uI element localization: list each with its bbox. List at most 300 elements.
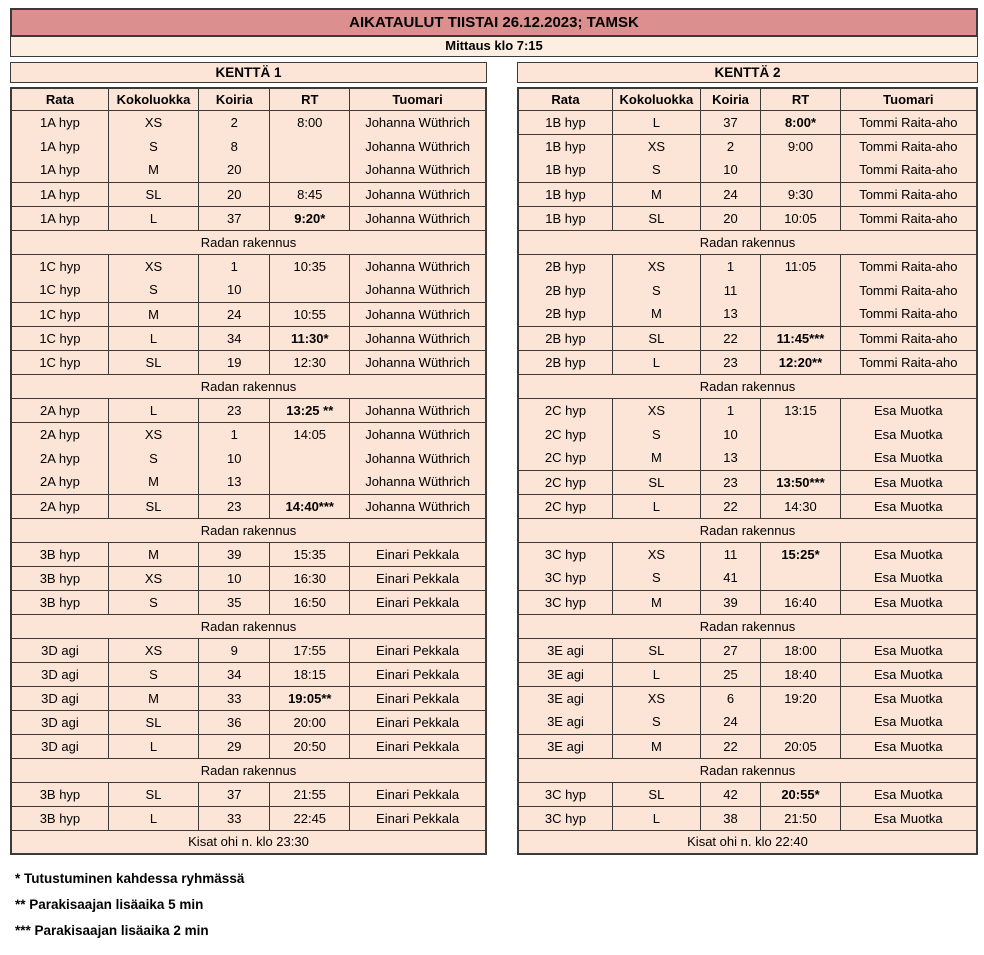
tuomari-cell: Tommi Raita-aho [840,206,977,230]
course-building-row [518,230,977,254]
tuomari-cell: Johanna Wüthrich [350,422,486,446]
course-building-row [11,374,486,398]
tuomari-cell: Tommi Raita-aho [840,254,977,278]
schedule-row [518,638,977,662]
rt-cell: 17:55 [270,638,350,662]
kokoluokka-cell: M [108,686,198,710]
course-building-label: Radan rakennus [11,614,486,638]
schedule-row [11,278,486,302]
tuomari-cell: Johanna Wüthrich [350,158,486,182]
rata-cell: 3D agi [11,662,108,686]
course-building-label: Radan rakennus [518,518,977,542]
footnote-two-star: ** Parakisaajan lisäaika 5 min [15,897,204,912]
koiria-cell: 20 [199,158,270,182]
rt-cell: 14:05 [270,422,350,446]
schedule-row [11,110,486,134]
kokoluokka-cell: XS [613,542,701,566]
kokoluokka-cell: L [108,206,198,230]
closing-time-row [518,830,977,854]
tuomari-cell: Johanna Wüthrich [350,278,486,302]
koiria-cell: 20 [199,182,270,206]
col-header-tuomari: Tuomari [840,88,977,110]
rt-cell: 11:05 [761,254,840,278]
koiria-cell: 10 [199,446,270,470]
rata-cell: 3B hyp [11,542,108,566]
rata-cell: 2A hyp [11,422,108,446]
schedule-row [11,566,486,590]
rt-cell: 9:30 [761,182,840,206]
fields-container [10,62,978,855]
kokoluokka-cell: L [613,806,701,830]
schedule-row [11,662,486,686]
tuomari-cell: Esa Muotka [840,590,977,614]
rt-cell [761,446,840,470]
schedule-row [518,662,977,686]
course-building-row [518,758,977,782]
rt-cell: 16:40 [761,590,840,614]
rata-cell: 3B hyp [11,782,108,806]
rt-cell: 11:45*** [761,326,840,350]
schedule-row [518,686,977,710]
tuomari-cell: Esa Muotka [840,566,977,590]
rt-cell: 10:05 [761,206,840,230]
rt-cell [270,278,350,302]
tuomari-cell: Esa Muotka [840,662,977,686]
kokoluokka-cell: L [108,734,198,758]
tuomari-cell: Johanna Wüthrich [350,302,486,326]
kokoluokka-cell: XS [108,110,198,134]
koiria-cell: 10 [700,158,761,182]
tuomari-cell: Johanna Wüthrich [350,206,486,230]
rt-cell: 13:15 [761,398,840,422]
kokoluokka-cell: S [108,134,198,158]
col-header-kokoluokka: Kokoluokka [108,88,198,110]
koiria-cell: 13 [199,470,270,494]
footnote-one-star: * Tutustuminen kahdessa ryhmässä [15,871,245,886]
rt-cell [761,302,840,326]
rata-cell: 2B hyp [518,326,613,350]
header-banner [10,8,978,57]
koiria-cell: 29 [199,734,270,758]
course-building-label: Radan rakennus [11,374,486,398]
koiria-cell: 23 [199,398,270,422]
measurement-time: Mittaus klo 7:15 [10,37,978,57]
tuomari-cell: Tommi Raita-aho [840,182,977,206]
tuomari-cell: Esa Muotka [840,734,977,758]
schedule-row [518,134,977,158]
tuomari-cell: Esa Muotka [840,470,977,494]
koiria-cell: 11 [700,278,761,302]
col-header-koiria: Koiria [700,88,761,110]
rata-cell: 1B hyp [518,134,613,158]
schedule-row [518,782,977,806]
tuomari-cell: Einari Pekkala [350,638,486,662]
rt-cell: 19:20 [761,686,840,710]
col-header-rt: RT [270,88,350,110]
koiria-cell: 36 [199,710,270,734]
kokoluokka-cell: SL [613,206,701,230]
rata-cell: 3B hyp [11,590,108,614]
kokoluokka-cell: XS [613,398,701,422]
rata-cell: 2A hyp [11,398,108,422]
koiria-cell: 23 [700,350,761,374]
kokoluokka-cell: M [108,470,198,494]
course-building-label: Radan rakennus [518,758,977,782]
kokoluokka-cell: S [108,446,198,470]
field-2-schedule-table [517,87,978,855]
course-building-row [518,614,977,638]
rt-cell [761,422,840,446]
tuomari-cell: Esa Muotka [840,446,977,470]
tuomari-cell: Tommi Raita-aho [840,350,977,374]
course-building-row [11,518,486,542]
kokoluokka-cell: S [108,590,198,614]
rt-cell [761,710,840,734]
course-building-row [11,230,486,254]
kokoluokka-cell: XS [613,686,701,710]
koiria-cell: 34 [199,326,270,350]
schedule-row [518,446,977,470]
schedule-row [11,158,486,182]
schedule-row [11,182,486,206]
rata-cell: 3B hyp [11,806,108,830]
tuomari-cell: Einari Pekkala [350,806,486,830]
kokoluokka-cell: M [108,542,198,566]
rata-cell: 3D agi [11,710,108,734]
schedule-row [518,110,977,134]
rata-cell: 3C hyp [518,782,613,806]
rt-cell [270,446,350,470]
rata-cell: 2C hyp [518,446,613,470]
kokoluokka-cell: SL [108,710,198,734]
rata-cell: 3E agi [518,662,613,686]
rt-cell: 9:20* [270,206,350,230]
rata-cell: 3E agi [518,734,613,758]
field-kentta-1 [10,62,487,855]
kokoluokka-cell: S [613,278,701,302]
tuomari-cell: Johanna Wüthrich [350,350,486,374]
rata-cell: 1A hyp [11,158,108,182]
kokoluokka-cell: L [613,110,701,134]
schedule-row [11,590,486,614]
course-building-label: Radan rakennus [518,614,977,638]
koiria-cell: 33 [199,686,270,710]
kokoluokka-cell: S [613,422,701,446]
rt-cell: 12:20** [761,350,840,374]
rt-cell [270,158,350,182]
rata-cell: 3E agi [518,710,613,734]
koiria-cell: 37 [199,782,270,806]
closing-time-label: Kisat ohi n. klo 22:40 [518,830,977,854]
tuomari-cell: Tommi Raita-aho [840,134,977,158]
koiria-cell: 37 [700,110,761,134]
koiria-cell: 20 [700,206,761,230]
tuomari-cell: Esa Muotka [840,686,977,710]
rata-cell: 2A hyp [11,470,108,494]
schedule-row [11,470,486,494]
schedule-row [11,422,486,446]
koiria-cell: 22 [700,326,761,350]
rt-cell: 8:45 [270,182,350,206]
tuomari-cell: Esa Muotka [840,494,977,518]
rata-cell: 1C hyp [11,350,108,374]
field-kentta-2 [517,62,978,855]
rata-cell: 2B hyp [518,302,613,326]
rata-cell: 3B hyp [11,566,108,590]
page-title: AIKATAULUT TIISTAI 26.12.2023; TAMSK [10,8,978,37]
koiria-cell: 2 [199,110,270,134]
schedule-row [518,422,977,446]
koiria-cell: 24 [700,182,761,206]
schedule-row [11,734,486,758]
koiria-cell: 1 [700,398,761,422]
kokoluokka-cell: S [613,566,701,590]
koiria-cell: 23 [700,470,761,494]
rata-cell: 1A hyp [11,134,108,158]
rata-cell: 2A hyp [11,446,108,470]
rata-cell: 2C hyp [518,422,613,446]
tuomari-cell: Johanna Wüthrich [350,134,486,158]
kokoluokka-cell: XS [108,638,198,662]
koiria-cell: 38 [700,806,761,830]
rata-cell: 3D agi [11,638,108,662]
kokoluokka-cell: L [108,806,198,830]
koiria-cell: 42 [700,782,761,806]
rt-cell: 8:00* [761,110,840,134]
kokoluokka-cell: SL [613,782,701,806]
koiria-cell: 1 [700,254,761,278]
koiria-cell: 9 [199,638,270,662]
koiria-cell: 35 [199,590,270,614]
koiria-cell: 25 [700,662,761,686]
schedule-row [518,806,977,830]
rt-cell: 10:35 [270,254,350,278]
course-building-label: Radan rakennus [11,518,486,542]
rata-cell: 3C hyp [518,806,613,830]
kokoluokka-cell: XS [108,566,198,590]
closing-time-label: Kisat ohi n. klo 23:30 [11,830,486,854]
rt-cell: 18:40 [761,662,840,686]
kokoluokka-cell: SL [108,182,198,206]
rata-cell: 1B hyp [518,158,613,182]
koiria-cell: 22 [700,734,761,758]
koiria-cell: 23 [199,494,270,518]
rata-cell: 2C hyp [518,494,613,518]
koiria-cell: 24 [700,710,761,734]
schedule-row [518,302,977,326]
tuomari-cell: Johanna Wüthrich [350,326,486,350]
rata-cell: 1C hyp [11,278,108,302]
course-building-label: Radan rakennus [518,374,977,398]
tuomari-cell: Einari Pekkala [350,590,486,614]
schedule-row [11,398,486,422]
rata-cell: 3C hyp [518,566,613,590]
rt-cell: 20:50 [270,734,350,758]
rata-cell: 2C hyp [518,470,613,494]
kokoluokka-cell: L [613,494,701,518]
tuomari-cell: Einari Pekkala [350,566,486,590]
rt-cell: 21:50 [761,806,840,830]
field-1-table-header [11,88,486,110]
koiria-cell: 13 [700,302,761,326]
tuomari-cell: Tommi Raita-aho [840,110,977,134]
kokoluokka-cell: XS [613,254,701,278]
koiria-cell: 33 [199,806,270,830]
schedule-row [11,254,486,278]
koiria-cell: 37 [199,206,270,230]
schedule-row [518,206,977,230]
koiria-cell: 10 [199,566,270,590]
schedule-row [11,806,486,830]
closing-time-row [11,830,486,854]
rata-cell: 1B hyp [518,110,613,134]
koiria-cell: 22 [700,494,761,518]
tuomari-cell: Tommi Raita-aho [840,302,977,326]
rt-cell [761,566,840,590]
rata-cell: 1B hyp [518,206,613,230]
rt-cell: 14:30 [761,494,840,518]
course-building-label: Radan rakennus [11,230,486,254]
koiria-cell: 34 [199,662,270,686]
tuomari-cell: Johanna Wüthrich [350,446,486,470]
kokoluokka-cell: SL [613,638,701,662]
schedule-row [11,326,486,350]
kokoluokka-cell: XS [108,254,198,278]
rt-cell: 15:25* [761,542,840,566]
schedule-row [11,134,486,158]
kokoluokka-cell: M [108,158,198,182]
koiria-cell: 19 [199,350,270,374]
schedule-row [518,542,977,566]
tuomari-cell: Esa Muotka [840,806,977,830]
tuomari-cell: Johanna Wüthrich [350,254,486,278]
schedule-row [518,590,977,614]
schedule-row [518,566,977,590]
tuomari-cell: Einari Pekkala [350,686,486,710]
footnote-three-star: *** Parakisaajan lisäaika 2 min [15,923,209,938]
tuomari-cell: Johanna Wüthrich [350,494,486,518]
rt-cell: 12:30 [270,350,350,374]
kokoluokka-cell: M [108,302,198,326]
rata-cell: 3D agi [11,734,108,758]
schedule-row [11,302,486,326]
tuomari-cell: Tommi Raita-aho [840,278,977,302]
tuomari-cell: Einari Pekkala [350,710,486,734]
kokoluokka-cell: S [613,158,701,182]
kokoluokka-cell: SL [108,494,198,518]
rt-cell: 15:35 [270,542,350,566]
tuomari-cell: Esa Muotka [840,422,977,446]
tuomari-cell: Johanna Wüthrich [350,470,486,494]
rata-cell: 2B hyp [518,278,613,302]
course-building-row [11,614,486,638]
schedule-row [11,686,486,710]
tuomari-cell: Johanna Wüthrich [350,110,486,134]
schedule-row [11,710,486,734]
koiria-cell: 2 [700,134,761,158]
rt-cell: 11:30* [270,326,350,350]
rt-cell [270,470,350,494]
koiria-cell: 39 [700,590,761,614]
col-header-rata: Rata [518,88,613,110]
schedule-row [518,350,977,374]
schedule-row [11,206,486,230]
kokoluokka-cell: S [613,710,701,734]
tuomari-cell: Tommi Raita-aho [840,326,977,350]
rata-cell: 3C hyp [518,590,613,614]
kokoluokka-cell: L [108,398,198,422]
schedule-row [518,326,977,350]
schedule-row [518,398,977,422]
col-header-kokoluokka: Kokoluokka [613,88,701,110]
kokoluokka-cell: SL [613,470,701,494]
course-building-row [11,758,486,782]
kokoluokka-cell: M [613,734,701,758]
course-building-label: Radan rakennus [11,758,486,782]
course-building-label: Radan rakennus [518,230,977,254]
field-2-table-header [518,88,977,110]
schedule-row [518,278,977,302]
rt-cell: 19:05** [270,686,350,710]
rt-cell: 20:55* [761,782,840,806]
rata-cell: 1B hyp [518,182,613,206]
rt-cell: 13:50*** [761,470,840,494]
schedule-row [11,446,486,470]
schedule-row [11,350,486,374]
rata-cell: 1A hyp [11,182,108,206]
kokoluokka-cell: S [108,662,198,686]
koiria-cell: 8 [199,134,270,158]
rata-cell: 1A hyp [11,110,108,134]
rata-cell: 1C hyp [11,326,108,350]
rt-cell [270,134,350,158]
field-1-title: KENTTÄ 1 [10,62,487,83]
kokoluokka-cell: M [613,302,701,326]
tuomari-cell: Einari Pekkala [350,734,486,758]
schedule-row [518,734,977,758]
tuomari-cell: Einari Pekkala [350,542,486,566]
tuomari-cell: Johanna Wüthrich [350,398,486,422]
tuomari-cell: Einari Pekkala [350,782,486,806]
tuomari-cell: Einari Pekkala [350,662,486,686]
rt-cell: 20:05 [761,734,840,758]
tuomari-cell: Esa Muotka [840,398,977,422]
kokoluokka-cell: S [108,278,198,302]
koiria-cell: 13 [700,446,761,470]
rt-cell: 22:45 [270,806,350,830]
schedule-row [518,710,977,734]
col-header-koiria: Koiria [199,88,270,110]
col-header-rt: RT [761,88,840,110]
schedule-row [11,542,486,566]
rt-cell: 21:55 [270,782,350,806]
rt-cell: 16:30 [270,566,350,590]
koiria-cell: 6 [700,686,761,710]
rt-cell: 18:00 [761,638,840,662]
kokoluokka-cell: L [613,662,701,686]
schedule-row [518,254,977,278]
rata-cell: 2B hyp [518,254,613,278]
rt-cell: 20:00 [270,710,350,734]
koiria-cell: 27 [700,638,761,662]
rata-cell: 3D agi [11,686,108,710]
course-building-row [518,374,977,398]
kokoluokka-cell: M [613,590,701,614]
rt-cell: 18:15 [270,662,350,686]
tuomari-cell: Johanna Wüthrich [350,182,486,206]
tuomari-cell: Esa Muotka [840,710,977,734]
kokoluokka-cell: XS [613,134,701,158]
